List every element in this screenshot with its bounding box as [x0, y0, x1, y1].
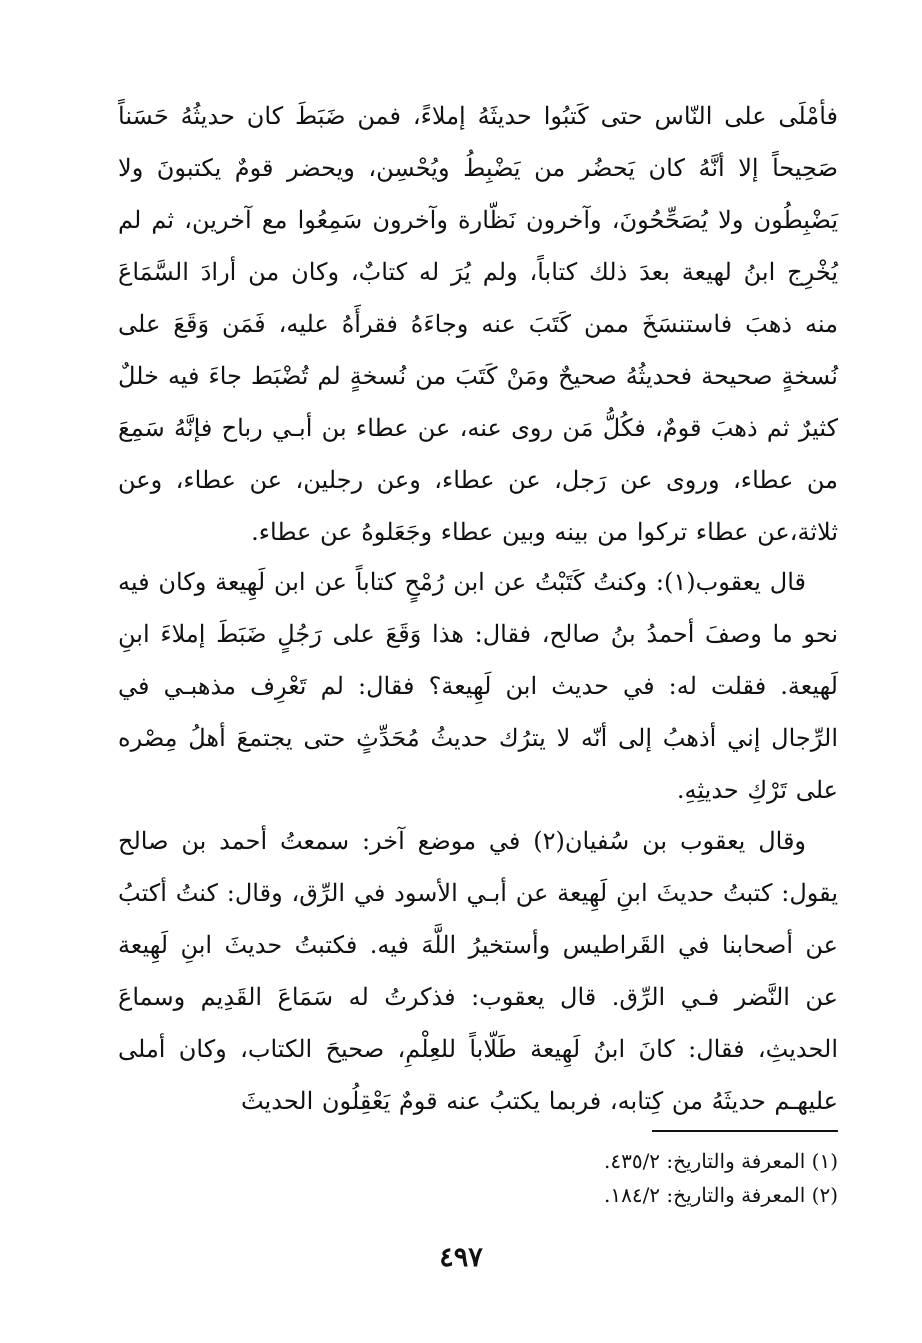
- body-paragraph-2: قال يعقوب(١): وكنتُ كَتَبْتُ عن ابن رُمْحٍ كتاباً عن ابن لَهِيعة وكان فيه نحو ما وصفَ أحمدُ بنُ صالح، فقال: هذا وَقَعَ على رَجُلٍ ضَبَطَ إملاءَ ابنِ لَهيعة. فقلت له: في حديث ابن لَهِيعة؟ فقال: لم تَعْرِف مذهبـي في الرِّجال إني أذهبُ إلى أنّه لا يترُك حديثُ مُحَدِّثٍ حتى يجتمعَ أهلُ مِصْره على تَرْكِ حديثِهِ.: [118, 568, 838, 804]
- footnote-divider: [652, 1130, 838, 1132]
- page-number: ٤٩٧: [439, 1242, 483, 1273]
- footnotes: [118, 1144, 838, 1212]
- footnote-1: (١) المعرفة والتاريخ: ٤٣٥/٢.: [603, 1149, 838, 1173]
- footnote-2: (٢) المعرفة والتاريخ: ١٨٤/٢.: [603, 1183, 838, 1207]
- body-paragraph-1: فأمْلَى على النّاس حتى كَتبُوا حديثَهُ إملاءً، فمن ضَبَطَ كان حديثُهُ حَسَناً صَحِيحاً إلا أنَّهُ كان يَحضُر من يَضْبِطُ ويُحْسِن، ويحضر قومٌ يكتبونَ ولا يَضْبِطُون ولا يُصَحِّحُونَ، وآخرون نَظّارة وآخرون سَمِعُوا مع آخرين، ثم لم يُخْرِج ابنُ لهيعة بعدَ ذلك كتاباً، ولم يُرَ له كتابٌ، وكان من أرادَ السَّمَاعَ منه ذهبَ فاستنسَخَ ممن كَتَبَ عنه وجاءَهُ فقرأَهُ عليه، فَمَن وَقَعَ على نُسخةٍ صحيحة فحديثُهُ صحيحٌ ومَنْ كَتَبَ من نُسخةٍ لم تُضْبَط جاءَ فيه خللٌ كثيرٌ ثم ذهبَ قومٌ، فكُلُّ مَن روى عنه، عن عطاء بن أبـي رباح فإنَّهُ سَمِعَ من عطاء، وروى عن رَجل، عن عطاء، وعن رجلين، عن عطاء، وعن ثلاثة،عن عطاء تركوا من بينه وبين عطاء وجَعَلوهُ عن عطاء.: [118, 102, 838, 546]
- body-paragraph-3: وقال يعقوب بن سُفيان(٢) في موضع آخر: سمعتُ أحمد بن صالح يقول: كتبتُ حديثَ ابنِ لَهِيعة عن أبـي الأسود في الرِّق، وقال: كنتُ أكتبُ عن أصحابنا في القَراطيس وأستخيرُ اللَّهَ فيه. فكتبتُ حديثَ ابنِ لَهِيعة عن النَّضر فـي الرِّق. قال يعقوب: فذكرتُ له سَمَاعَ القَدِيم وسماعَ الحديثِ، فقال: كانَ ابنُ لَهِيعة طَلّاباً للعِلْمِ، صحيحَ الكتاب، وكان أملى عليهـم حديثَهُ من كِتابه، فربما يكتبُ عنه قومٌ يَعْقِلُون الحديثَ: [118, 827, 839, 1115]
